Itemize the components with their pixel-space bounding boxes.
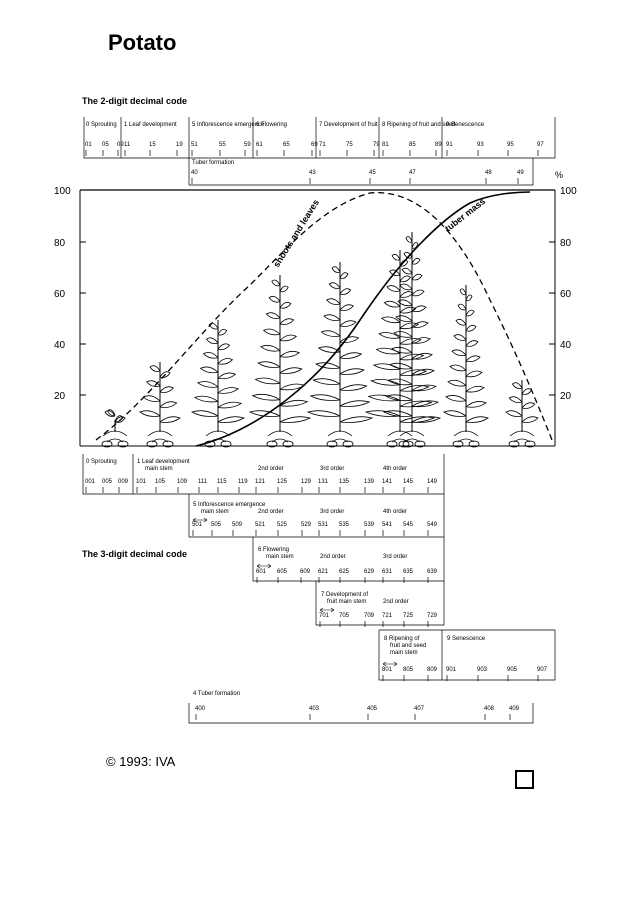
plant-drawing	[192, 320, 244, 447]
code3-549: 549	[427, 522, 438, 528]
leaf3-order-4: 4th order	[383, 466, 408, 472]
tuber-code-40: 40	[191, 170, 198, 176]
code-91: 91	[446, 142, 453, 148]
plant-drawing	[250, 275, 310, 447]
tuber3-label: 4 Tuber formation	[193, 691, 241, 697]
stage-label-flowering: 6 Flowering	[256, 122, 288, 128]
code3-535: 535	[339, 522, 350, 528]
code3-505: 505	[211, 522, 222, 528]
code3-509: 509	[232, 522, 243, 528]
plant-drawing	[308, 262, 372, 447]
double-arrow-icon	[383, 662, 397, 666]
stage-label-fruit: 7 Development of fruit	[319, 122, 378, 128]
code3-405: 405	[367, 706, 378, 712]
code3-701: 701	[319, 613, 330, 619]
right-tick-label: 40	[560, 340, 572, 351]
code3-525: 525	[277, 522, 288, 528]
infl3-sub: main stem	[201, 509, 229, 515]
code3-139: 139	[364, 479, 375, 485]
code3-125: 125	[277, 479, 288, 485]
right-tick-label: 20	[560, 391, 572, 402]
code-75: 75	[346, 142, 353, 148]
right-tick-label: 100	[560, 186, 577, 197]
code3-725: 725	[403, 613, 414, 619]
code-01: 01	[85, 142, 92, 148]
code-65: 65	[283, 142, 290, 148]
code3-905: 905	[507, 667, 518, 673]
two-digit-heading: The 2-digit decimal code	[82, 96, 188, 106]
code3-541: 541	[382, 522, 393, 528]
code3-403: 403	[309, 706, 320, 712]
code3-111: 111	[198, 479, 208, 485]
code3-609: 609	[300, 569, 311, 575]
code3-705: 705	[339, 613, 350, 619]
tuber-code-48: 48	[485, 170, 492, 176]
code-19: 19	[176, 142, 183, 148]
code3-805: 805	[403, 667, 414, 673]
code-95: 95	[507, 142, 514, 148]
code3-631: 631	[382, 569, 393, 575]
plant-drawing	[140, 362, 180, 447]
leaf3-order-2: 2nd order	[258, 466, 284, 472]
code3-001: 001	[85, 479, 96, 485]
code3-141: 141	[382, 479, 393, 485]
flower3-label: 6 Flowering	[258, 547, 290, 553]
code3-809: 809	[427, 667, 438, 673]
tuber-formation-label: Tuber formation	[192, 160, 235, 166]
plant-drawing	[384, 232, 440, 447]
code-69: 69	[311, 142, 318, 148]
code3-901: 901	[446, 667, 457, 673]
code-97: 97	[537, 142, 544, 148]
infl3-label: 5 Inflorescence emergence	[193, 502, 266, 508]
code-71: 71	[319, 142, 326, 148]
left-tick-label: 20	[54, 391, 66, 402]
growth-graph	[54, 170, 577, 447]
code3-005: 005	[102, 479, 113, 485]
flower3-order-2: 2nd order	[320, 554, 346, 560]
tuber-code-47: 47	[409, 170, 416, 176]
three-digit-labels	[86, 459, 486, 697]
tuber-curve	[196, 192, 530, 446]
code3-531: 531	[318, 522, 329, 528]
infl3-order-4: 4th order	[383, 509, 408, 515]
left-tick-label: 60	[54, 289, 66, 300]
tuber-curve-label: tuber mass	[443, 196, 488, 234]
code3-109: 109	[177, 479, 188, 485]
copyright-text: © 1993: IVA	[106, 754, 176, 769]
page-title: Potato	[108, 30, 177, 55]
code3-639: 639	[427, 569, 438, 575]
code3-145: 145	[403, 479, 414, 485]
code3-621: 621	[318, 569, 329, 575]
stage-label-inflorescence: 5 Inflorescence emergence	[192, 122, 265, 128]
two-digit-codes	[85, 142, 544, 184]
code3-625: 625	[339, 569, 350, 575]
code3-903: 903	[477, 667, 488, 673]
code3-129: 129	[301, 479, 312, 485]
code3-521: 521	[255, 522, 266, 528]
code3-635: 635	[403, 569, 414, 575]
code-85: 85	[409, 142, 416, 148]
code3-400: 400	[195, 706, 206, 712]
code3-601: 601	[256, 569, 267, 575]
code3-009: 009	[118, 479, 129, 485]
double-arrow-icon	[257, 564, 271, 568]
code-59: 59	[244, 142, 251, 148]
code-61: 61	[256, 142, 263, 148]
stage-label-senescence: 9 Senescence	[446, 122, 485, 128]
code-89: 89	[435, 142, 442, 148]
code-05: 05	[102, 142, 109, 148]
code3-729: 729	[427, 613, 438, 619]
code3-501: 501	[192, 522, 203, 528]
code3-907: 907	[537, 667, 548, 673]
right-tick-label: 60	[560, 289, 572, 300]
ripen3-sub1: fruit and seed	[390, 643, 427, 649]
code3-131: 131	[318, 479, 329, 485]
tuber-code-49: 49	[517, 170, 524, 176]
left-tick-label: 100	[54, 186, 71, 197]
code3-149: 149	[427, 479, 438, 485]
leaf3-order-3: 3rd order	[320, 466, 345, 472]
code3-121: 121	[255, 479, 266, 485]
code-51: 51	[191, 142, 198, 148]
code3-539: 539	[364, 522, 375, 528]
left-tick-label: 40	[54, 340, 66, 351]
code3-529: 529	[301, 522, 312, 528]
fruit3-sub: fruit main stem	[327, 599, 367, 605]
three-digit-heading: The 3-digit decimal code	[82, 549, 188, 559]
code-93: 93	[477, 142, 484, 148]
code3-629: 629	[364, 569, 375, 575]
double-arrow-icon	[320, 608, 334, 612]
plant-drawing	[506, 380, 538, 447]
right-tick-label: 80	[560, 238, 572, 249]
ripen3-sub2: main stem	[390, 650, 418, 656]
code-09: 09	[117, 142, 124, 148]
sprouting3-label: 0 Sprouting	[86, 459, 117, 465]
code3-119: 119	[238, 479, 248, 485]
leaf3-sub: main stem	[145, 466, 173, 472]
three-digit-frames	[83, 454, 555, 723]
stage-label-leaf: 1 Leaf development	[124, 122, 177, 128]
stage-label-sprouting: 0 Sprouting	[86, 122, 117, 128]
plant-drawing	[444, 285, 488, 447]
checkbox[interactable]	[515, 770, 534, 789]
shoots-curve-label: shoots and leaves	[271, 197, 322, 270]
code-55: 55	[219, 142, 226, 148]
flower3-sub: main stem	[266, 554, 294, 560]
code3-105: 105	[155, 479, 166, 485]
code3-408: 408	[484, 706, 495, 712]
code3-801: 801	[382, 667, 393, 673]
tuber-code-43: 43	[309, 170, 316, 176]
code-15: 15	[149, 142, 156, 148]
leaf3-label: 1 Leaf development	[137, 459, 190, 465]
code3-605: 605	[277, 569, 288, 575]
code3-721: 721	[382, 613, 393, 619]
stage-label-ripening: 8 Ripening of fruit and seed	[382, 122, 456, 128]
code3-407: 407	[414, 706, 425, 712]
left-tick-label: 80	[54, 238, 66, 249]
code3-409: 409	[509, 706, 520, 712]
code3-115: 115	[217, 479, 227, 485]
flower3-order-3: 3rd order	[383, 554, 408, 560]
fruit3-label: 7 Development of	[321, 592, 369, 598]
code3-709: 709	[364, 613, 375, 619]
code-11: 11	[124, 142, 131, 148]
infl3-order-3: 3rd order	[320, 509, 345, 515]
senescence3-label: 9 Senescence	[447, 636, 486, 642]
code3-135: 135	[339, 479, 350, 485]
ripen3-label: 8 Ripening of	[384, 636, 420, 642]
code-79: 79	[373, 142, 380, 148]
code3-545: 545	[403, 522, 414, 528]
percent-sign: %	[555, 170, 564, 180]
code3-101: 101	[136, 479, 147, 485]
tuber-code-45: 45	[369, 170, 376, 176]
fruit3-order-2: 2nd order	[383, 599, 409, 605]
plant-drawing	[102, 410, 128, 447]
code-81: 81	[382, 142, 389, 148]
infl3-order-2: 2nd order	[258, 509, 284, 515]
